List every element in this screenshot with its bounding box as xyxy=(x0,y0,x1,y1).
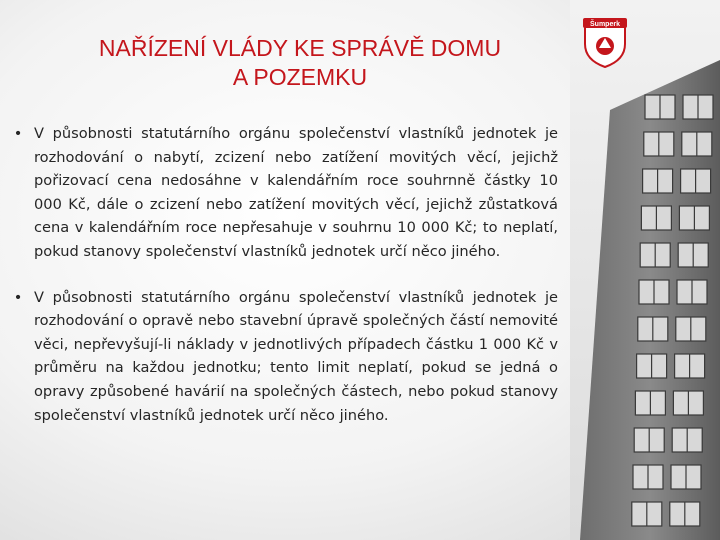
bullet-text: V působnosti statutárního orgánu společenství vlastníků jednotek je rozhodování o opravě nebo stavební úpravě společných částí nemovité věci, nepřevyšují-li náklady v jednotlivých případech částku 1 000 Kč v průměru na každou jednotku; tento limit neplatí, pokud se jedná o opravy způsobené havárií na společných částech, nebo pokud stanovy společenství vlastníků jednotek určí něco jiného. xyxy=(34,288,558,424)
slide-title xyxy=(30,34,570,92)
bullet-item-1 xyxy=(8,122,558,264)
building-photo xyxy=(570,0,720,540)
bullet-marker: • xyxy=(13,288,23,306)
bullet-list xyxy=(8,122,558,449)
title-line-1: NAŘÍZENÍ VLÁDY KE SPRÁVĚ DOMU xyxy=(98,35,502,61)
bullet-item-2 xyxy=(8,286,558,428)
title-line-2: A POZEMKU xyxy=(232,64,368,90)
bullet-text: V působnosti statutárního orgánu společenství vlastníků jednotek je rozhodování o nabytí, zcizení nebo zatížení movitých věcí, jejichž pořizovací cena nedosáhne v kalendářním roce souhrnně částky 10 000 Kč, dále o zcizení nebo zatížení movitých věcí, jejichž zůstatková cena v kalendářním roce nepřesahuje v souhrnu 10 000 Kč; to neplatí, pokud stanovy společenství vlastníků jednotek určí něco jiného. xyxy=(34,125,558,260)
sumperk-coat-of-arms-icon xyxy=(580,12,630,68)
bullet-marker: • xyxy=(13,125,23,142)
logo-text: Šumperk xyxy=(590,21,620,28)
